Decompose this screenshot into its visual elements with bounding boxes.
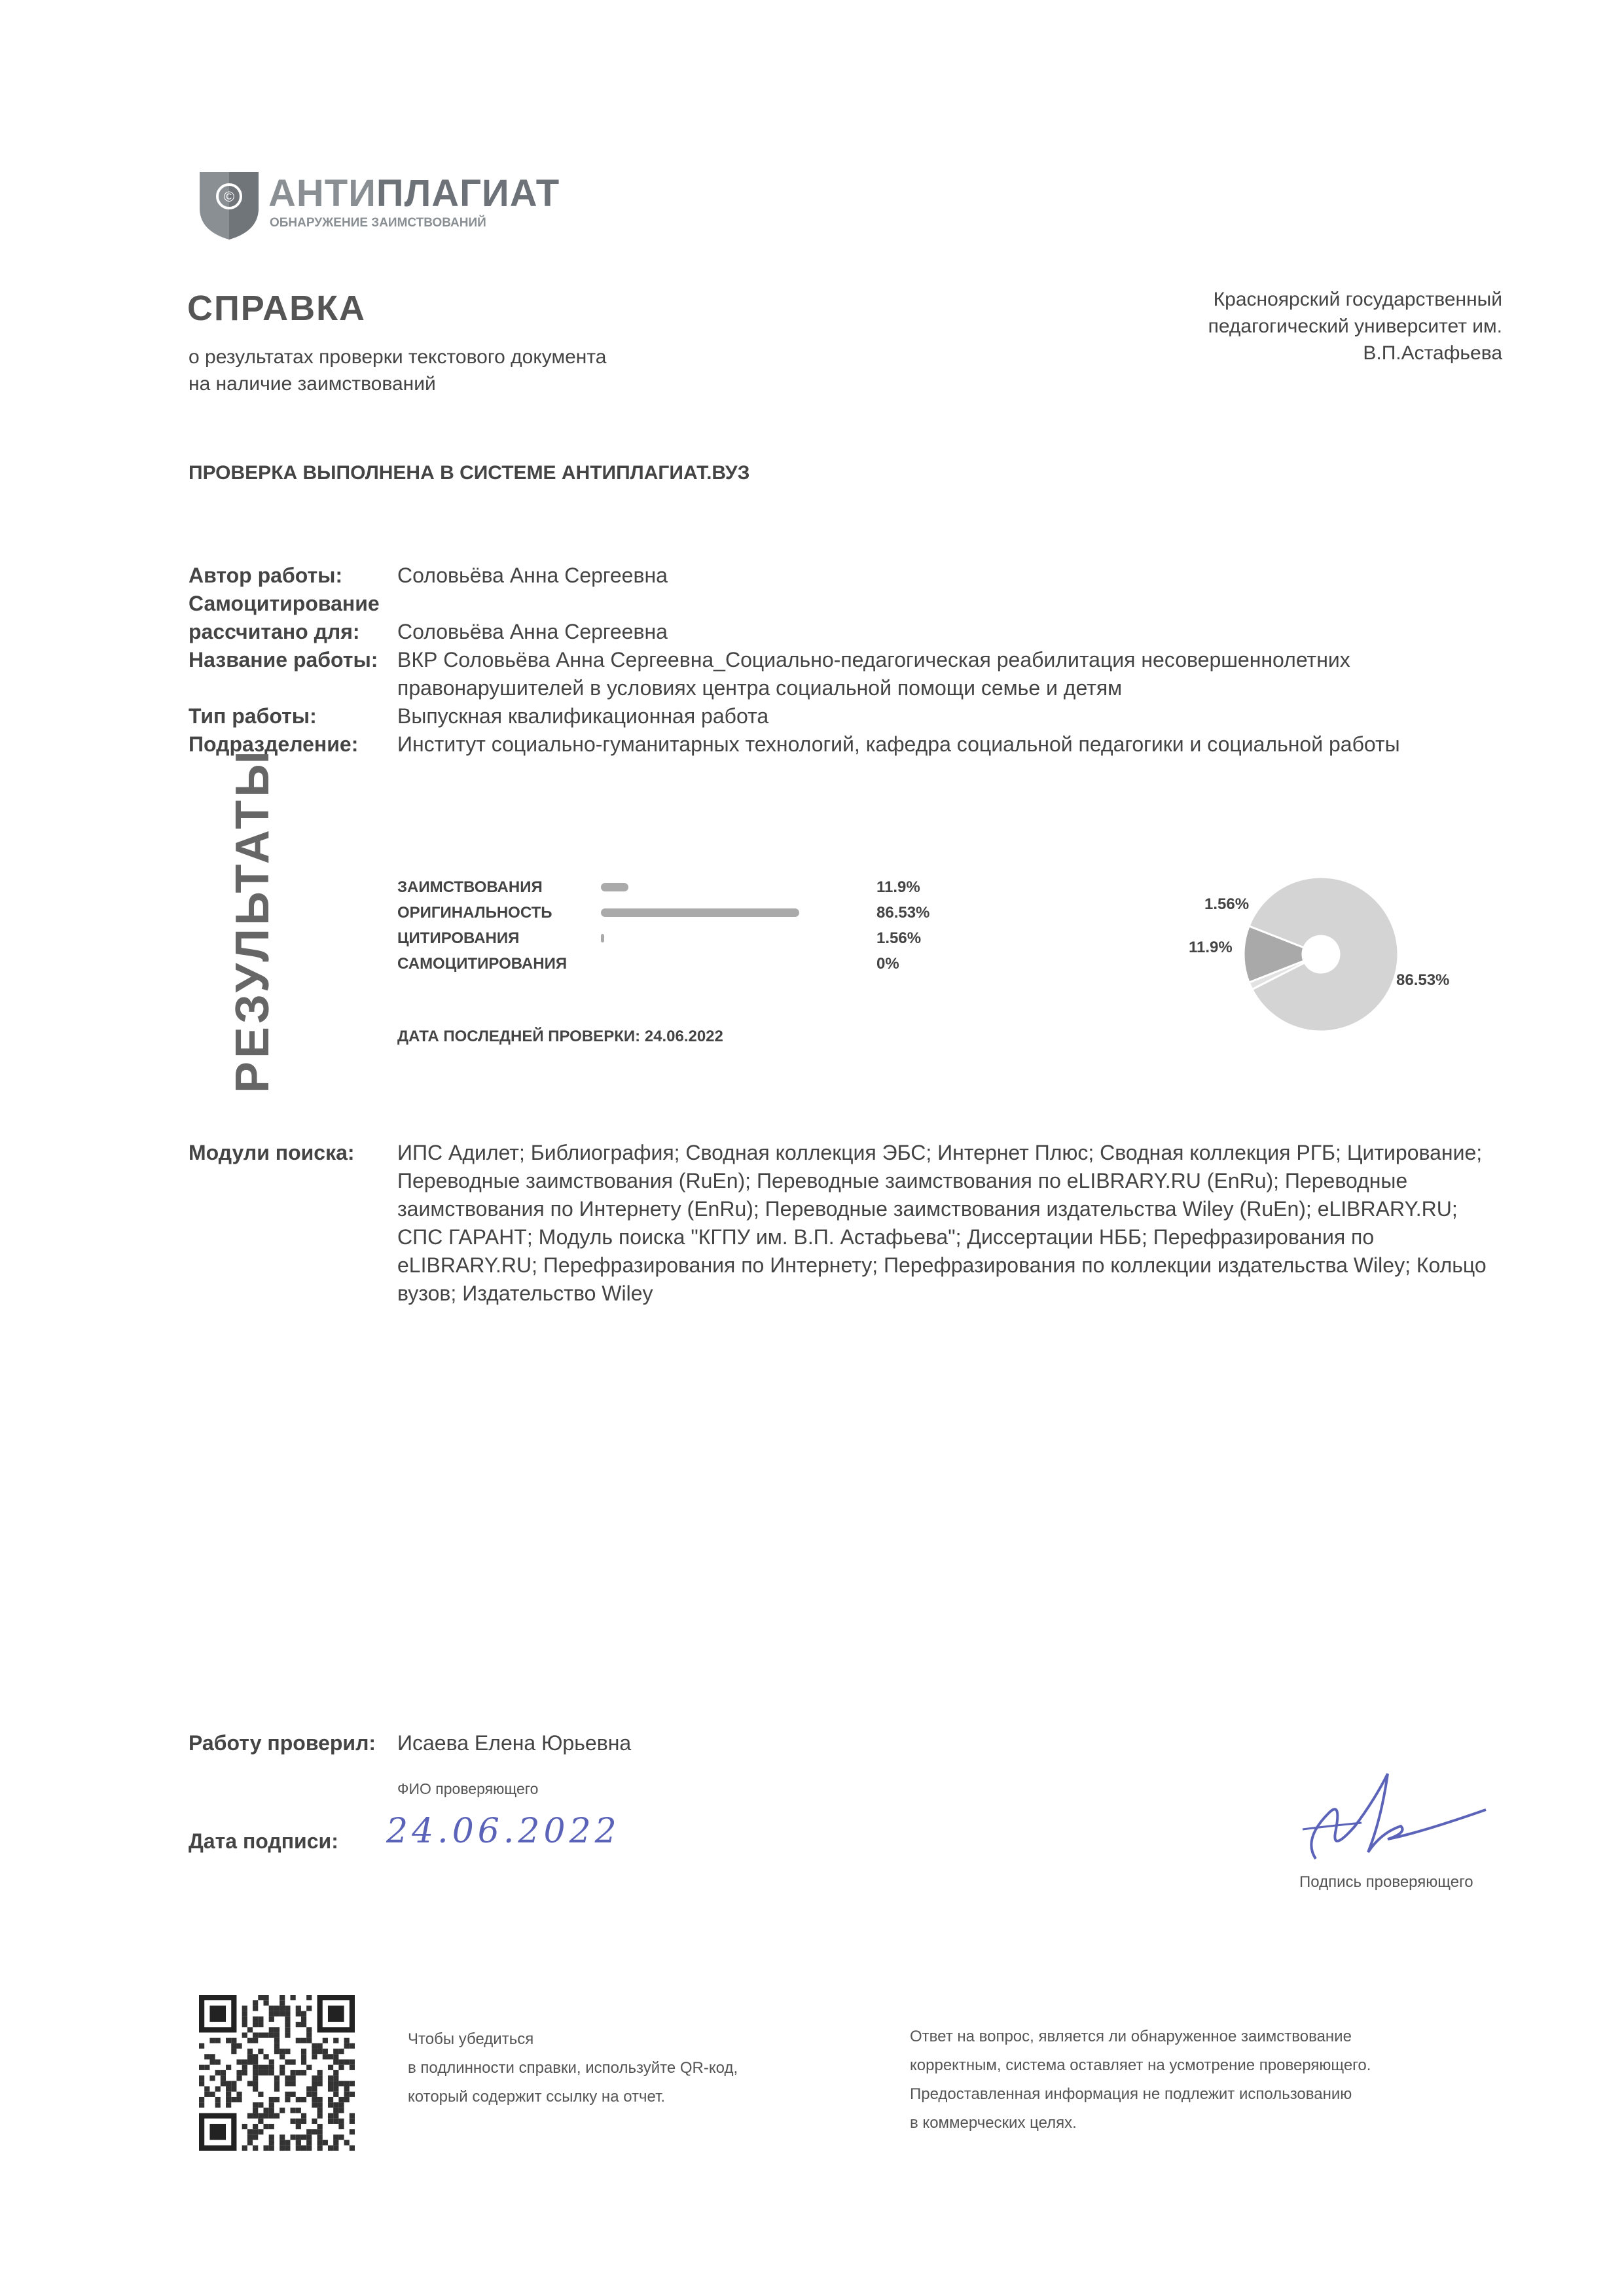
results-heading: РЕЗУЛЬТАТЫ [226,747,279,1093]
result-bar [601,883,628,891]
document-title: СПРАВКА [187,289,367,328]
system-line: ПРОВЕРКА ВЫПОЛНЕНА В СИСТЕМЕ АНТИПЛАГИАТ.ВУЗ [189,462,750,484]
shield-logo-icon [196,169,262,242]
result-label: САМОЦИТИРОВАНИЯ [397,955,568,973]
result-value: 86.53% [876,904,930,922]
checker-label: Работу проверил: [189,1731,376,1755]
modules-label: Модули поиска: [189,1141,355,1164]
document-fields [189,562,1498,787]
result-value: 11.9% [876,878,920,896]
logo-name: АНТИПЛАГИАТ [268,172,560,215]
result-label: ОРИГИНАЛЬНОСТЬ [397,904,552,922]
result-label: ЦИТИРОВАНИЯ [397,929,520,947]
field-label: Автор работы: [189,564,343,587]
field-label: Подразделение: [189,732,359,756]
field-label: Название работы: [189,648,378,672]
field-value: Институт социально-гуманитарных технологий, кафедра социальной педагогики и социальной работы [397,732,1400,756]
document-subtitle: о результатах проверки текстового документа на наличие заимствований [189,346,607,395]
footer-qr-note: Чтобы убедиться в подлинности справки, используйте QR-код, который содержит ссылку на отчет. [408,2030,738,2106]
field-value: Соловьёва Анна Сергеевна [397,620,668,643]
donut-label-borrowings: 11.9% [1189,939,1233,956]
field-value: Соловьёва Анна Сергеевна [397,564,668,587]
qr-code[interactable] [199,1995,355,2151]
modules-list: ИПС Адилет; Библиография; Сводная коллекция ЭБС; Интернет Плюс; Сводная коллекция РГБ; Цитирование; Переводные заимствования (RuEn); Переводные заимствования по eLIBRARY.RU (EnRu); Переводные заимствования по Интернету (EnRu); Переводные заимствования издательства Wiley (RuEn); eLIBRARY.RU; СПС ГАРАНТ; Модуль поиска "КГПУ им. В.П. Астафьева"; Диссертации НББ; Перефразирования по eLIBRARY.RU; Перефразирования по Интернету; Перефразирования по коллекции издательства Wiley; Кольцо вузов; Издательство Wiley [397,1141,1487,1305]
sign-date-label: Дата подписи: [189,1829,338,1853]
handwritten-date: 24.06.2022 [386,1812,621,1851]
svg-text:©: © [223,188,235,205]
last-check-date: ДАТА ПОСЛЕДНЕЙ ПРОВЕРКИ: 24.06.2022 [397,1028,723,1045]
field-label: Тип работы: [189,704,317,728]
result-bar [601,908,799,917]
results-donut-chart [1165,851,1479,1067]
field-value: ВКР Соловьёва Анна Сергеевна_Социально-педагогическая реабилитация несовершеннолетних правонарушителей в условиях центра социальной помощи семье и детям [397,648,1350,700]
organization-name: Красноярский государственный педагогический университет им. В.П.Астафьева [1208,289,1502,364]
signature-caption: Подпись проверяющего [1299,1873,1473,1891]
checker-name: Исаева Елена Юрьевна [397,1731,632,1755]
result-value: 0% [876,955,899,973]
field-label: Самоцитирование рассчитано для: [189,592,380,643]
donut-label-citations: 1.56% [1204,895,1250,913]
result-bar [601,934,604,942]
checker-caption: ФИО проверяющего [397,1780,539,1797]
handwritten-signature-icon [1290,1761,1506,1878]
logo-tagline: ОБНАРУЖЕНИЕ ЗАИМСТВОВАНИЙ [270,216,486,230]
donut-label-originality: 86.53% [1396,971,1450,989]
field-value: Выпускная квалификационная работа [397,704,769,728]
result-label: ЗАИМСТВОВАНИЯ [397,878,543,896]
footer-disclaimer: Ответ на вопрос, является ли обнаруженное заимствование корректным, система оставляет на усмотрение проверяющего. Предоставленная информация не подлежит использованию в коммерческих целях. [910,2028,1371,2132]
result-value: 1.56% [876,929,922,947]
